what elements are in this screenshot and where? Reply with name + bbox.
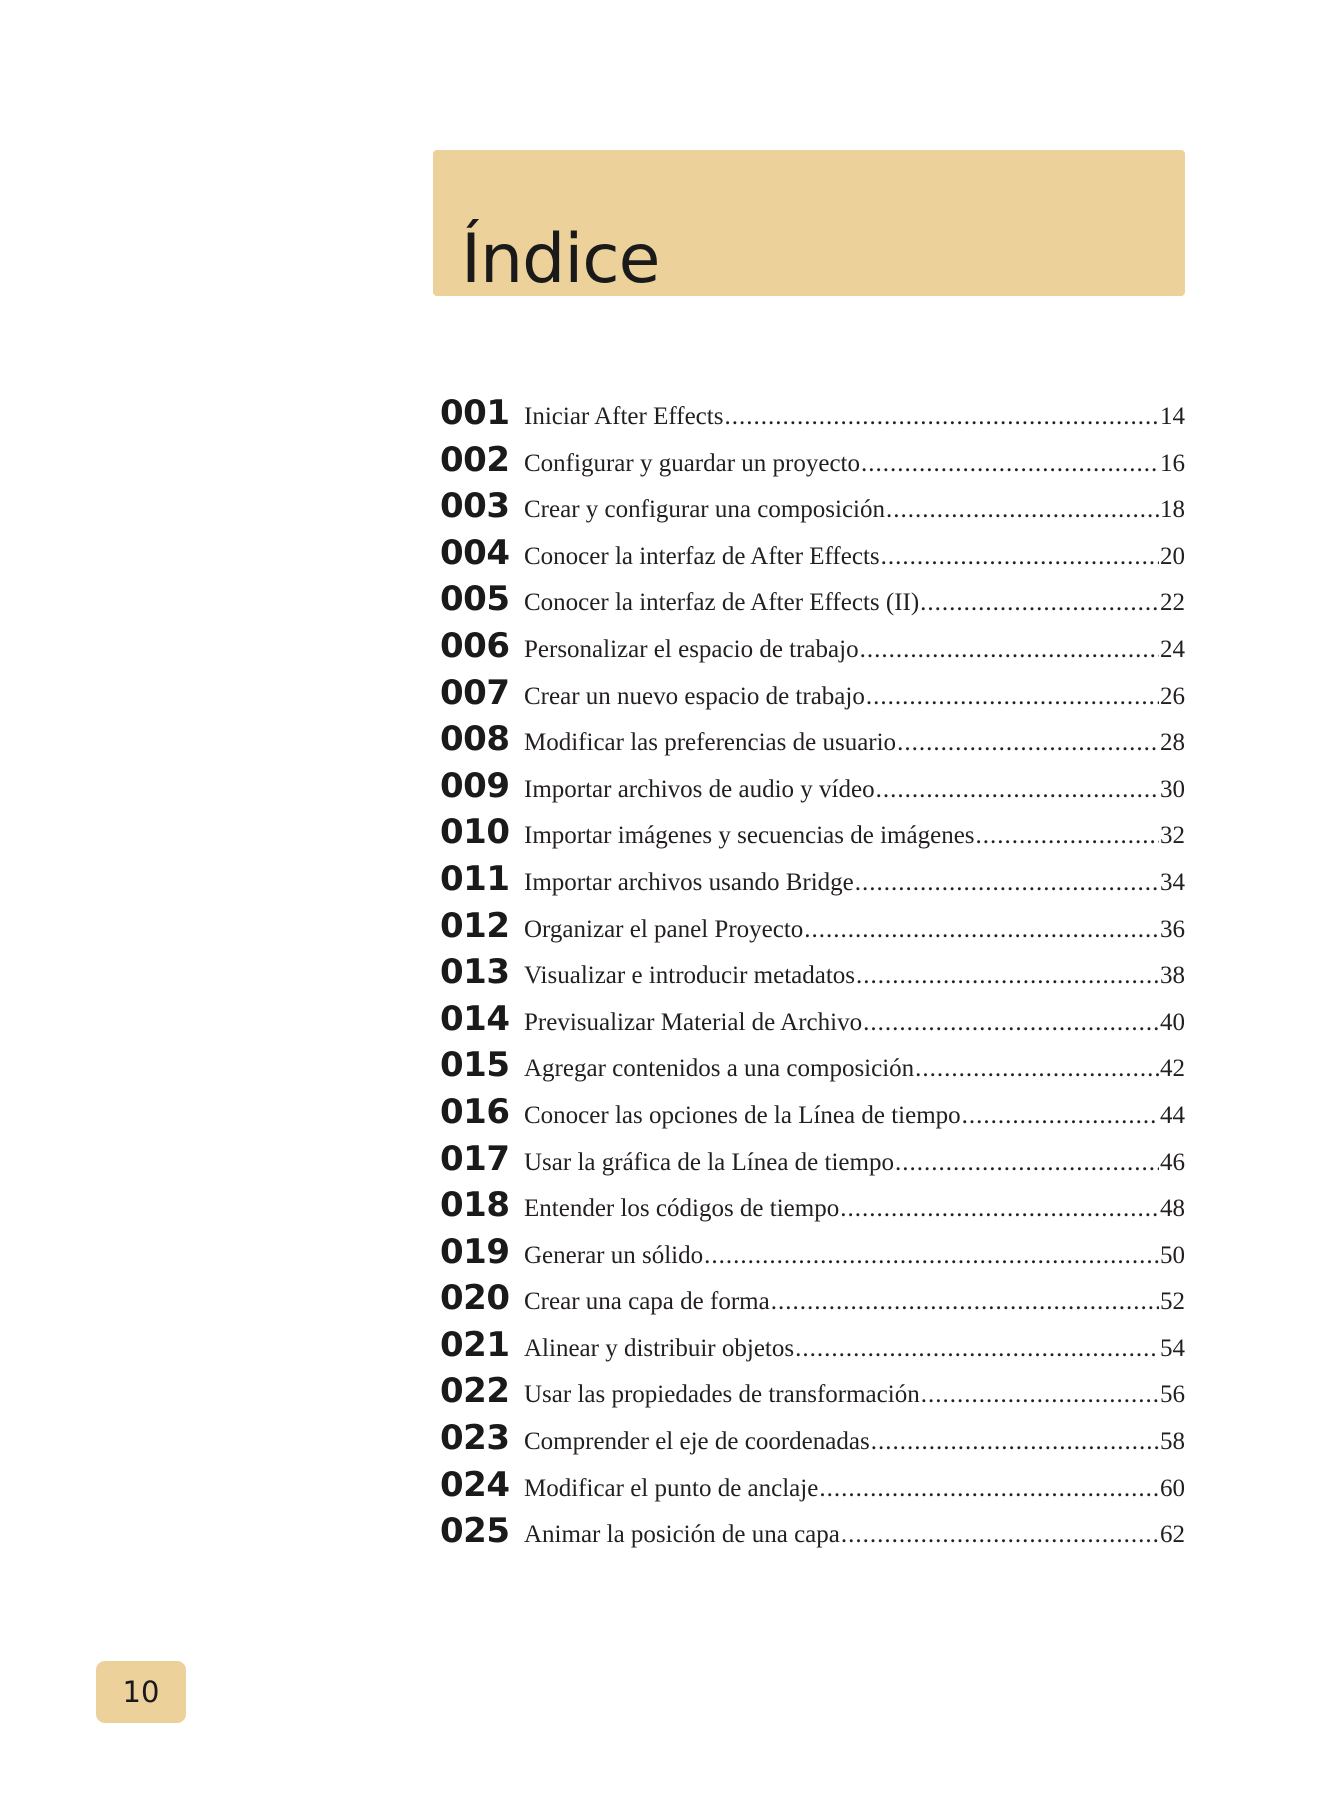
toc-dot-leader <box>819 1475 1159 1503</box>
toc-dot-leader <box>920 589 1159 617</box>
toc-entry-number: 006 <box>440 625 510 666</box>
toc-entry-title: Visualizar e introducir metadatos <box>524 962 856 990</box>
toc-entry-number: 016 <box>440 1091 510 1132</box>
toc-entry-title: Crear una capa de forma <box>524 1288 770 1316</box>
toc-entry-title: Conocer la interfaz de After Effects (II) <box>524 589 920 617</box>
toc-dot-leader <box>860 636 1159 664</box>
toc-entry[interactable] <box>440 719 1185 766</box>
toc-dot-leader <box>866 683 1159 711</box>
toc-entry-title: Configurar y guardar un proyecto <box>524 449 860 477</box>
toc-dot-leader <box>804 916 1159 944</box>
toc-entry-number: 023 <box>440 1418 510 1459</box>
toc-entry-page: 44 <box>1160 1101 1185 1129</box>
toc-entry-title: Modificar las preferencias de usuario <box>524 729 897 757</box>
toc-entry-page: 38 <box>1160 962 1185 990</box>
title-banner <box>433 150 1185 299</box>
toc-entry-title: Previsualizar Material de Archivo <box>524 1008 863 1036</box>
toc-entry-number: 017 <box>440 1138 510 1179</box>
toc-entry[interactable] <box>440 1278 1185 1325</box>
toc-dot-leader <box>841 1521 1159 1549</box>
toc-entry-title: Usar las propiedades de transformación <box>524 1381 920 1409</box>
toc-dot-leader <box>921 1381 1159 1409</box>
toc-entry-page: 62 <box>1160 1521 1185 1549</box>
toc-entry-page: 54 <box>1160 1334 1185 1362</box>
toc-entry-number: 002 <box>440 439 510 480</box>
toc-entry-number: 005 <box>440 579 510 620</box>
toc-entry-title: Importar imágenes y secuencias de imágenes <box>524 822 975 850</box>
toc-entry-number: 012 <box>440 905 510 946</box>
toc-entry[interactable] <box>440 812 1185 859</box>
toc-entry-page: 56 <box>1160 1381 1185 1409</box>
toc-entry[interactable] <box>440 533 1185 580</box>
toc-entry-title: Organizar el panel Proyecto <box>524 915 804 943</box>
toc-entry-page: 16 <box>1160 449 1185 477</box>
toc-entry-page: 52 <box>1160 1288 1185 1316</box>
toc-entry-page: 14 <box>1160 403 1185 430</box>
toc-dot-leader <box>704 1242 1159 1270</box>
toc-entry-number: 007 <box>440 672 510 713</box>
page-number-badge <box>96 1661 186 1723</box>
toc-entry[interactable] <box>440 952 1185 999</box>
toc-entry-title: Comprender el eje de coordenadas <box>524 1428 870 1456</box>
toc-entry-page: 24 <box>1160 635 1185 663</box>
toc-entry-title: Alinear y distribuir objetos <box>524 1334 795 1362</box>
toc-dot-leader <box>771 1288 1159 1316</box>
toc-entry-page: 34 <box>1160 868 1185 896</box>
toc-entry-number: 022 <box>440 1371 510 1412</box>
toc-entry-title: Usar la gráfica de la Línea de tiempo <box>524 1148 894 1176</box>
toc-entry-number: 021 <box>440 1324 510 1365</box>
toc-entry[interactable] <box>440 1465 1185 1512</box>
toc-entry-number: 001 <box>440 393 510 433</box>
toc-entry-title: Agregar contenidos a una composición <box>524 1055 915 1083</box>
toc-entry-title: Animar la posición de una capa <box>524 1521 840 1549</box>
toc-entry-title: Personalizar el espacio de trabajo <box>524 635 859 663</box>
toc-entry[interactable] <box>440 859 1185 906</box>
toc-entry-title: Importar archivos de audio y vídeo <box>524 775 875 803</box>
toc-entry-page: 22 <box>1160 589 1185 617</box>
page-title: Índice <box>461 220 660 299</box>
toc-dot-leader <box>915 1055 1159 1083</box>
toc-entry[interactable] <box>440 1232 1185 1279</box>
toc-entry[interactable] <box>440 393 1185 440</box>
toc-entry[interactable] <box>440 1092 1185 1139</box>
toc-entry[interactable] <box>440 486 1185 533</box>
toc-entry[interactable] <box>440 1045 1185 1092</box>
toc-entry-page: 18 <box>1160 496 1185 524</box>
toc-entry-title: Conocer las opciones de la Línea de tiempo <box>524 1101 961 1129</box>
toc-entry[interactable] <box>440 440 1185 487</box>
page-number: 10 <box>122 1675 160 1709</box>
toc-entry[interactable] <box>440 1325 1185 1372</box>
toc-entry[interactable] <box>440 1185 1185 1232</box>
toc-entry-title: Importar archivos usando Bridge <box>524 868 854 896</box>
toc-entry-number: 018 <box>440 1185 510 1226</box>
toc-entry[interactable] <box>440 579 1185 626</box>
table-of-contents <box>440 393 1185 1558</box>
toc-entry-number: 015 <box>440 1045 510 1086</box>
toc-entry-title: Crear y configurar una composición <box>524 496 885 524</box>
toc-entry-page: 28 <box>1160 729 1185 757</box>
toc-dot-leader <box>861 450 1159 478</box>
toc-entry-page: 48 <box>1160 1195 1185 1223</box>
toc-dot-leader <box>856 962 1159 990</box>
toc-entry[interactable] <box>440 1511 1185 1558</box>
toc-entry[interactable] <box>440 766 1185 813</box>
toc-dot-leader <box>962 1102 1159 1130</box>
toc-entry-number: 010 <box>440 812 510 853</box>
toc-entry[interactable] <box>440 1418 1185 1465</box>
toc-entry[interactable] <box>440 1139 1185 1186</box>
toc-entry-number: 024 <box>440 1464 510 1505</box>
toc-entry-title: Modificar el punto de anclaje <box>524 1474 819 1502</box>
toc-dot-leader <box>855 869 1159 897</box>
toc-entry-page: 30 <box>1160 775 1185 803</box>
toc-dot-leader <box>876 776 1159 804</box>
toc-entry-page: 36 <box>1160 915 1185 943</box>
toc-dot-leader <box>886 496 1159 524</box>
toc-entry-page: 26 <box>1160 682 1185 710</box>
toc-entry-title: Generar un sólido <box>524 1241 704 1269</box>
toc-entry-title: Iniciar After Effects <box>524 403 724 430</box>
toc-entry-page: 32 <box>1160 822 1185 850</box>
toc-entry-number: 020 <box>440 1278 510 1319</box>
toc-entry-page: 58 <box>1160 1428 1185 1456</box>
toc-entry-number: 003 <box>440 486 510 527</box>
toc-entry-number: 009 <box>440 765 510 806</box>
toc-dot-leader <box>871 1428 1159 1456</box>
toc-entry-page: 60 <box>1160 1474 1185 1502</box>
toc-dot-leader <box>895 1149 1159 1177</box>
toc-entry[interactable] <box>440 999 1185 1046</box>
toc-dot-leader <box>724 403 1159 431</box>
toc-entry-number: 008 <box>440 719 510 760</box>
toc-entry-number: 025 <box>440 1511 510 1552</box>
toc-entry-page: 40 <box>1160 1008 1185 1036</box>
toc-entry[interactable] <box>440 673 1185 720</box>
toc-dot-leader <box>840 1195 1159 1223</box>
toc-entry-page: 46 <box>1160 1148 1185 1176</box>
toc-dot-leader <box>863 1009 1159 1037</box>
toc-entry-title: Crear un nuevo espacio de trabajo <box>524 682 865 710</box>
toc-dot-leader <box>897 729 1159 757</box>
toc-entry-page: 50 <box>1160 1241 1185 1269</box>
toc-dot-leader <box>795 1335 1159 1363</box>
toc-entry-number: 019 <box>440 1231 510 1272</box>
toc-entry-page: 42 <box>1160 1055 1185 1083</box>
toc-entry-number: 011 <box>440 858 510 899</box>
toc-entry-number: 014 <box>440 998 510 1039</box>
toc-dot-leader <box>976 822 1159 850</box>
toc-dot-leader <box>881 543 1159 571</box>
toc-entry[interactable] <box>440 626 1185 673</box>
toc-entry-page: 20 <box>1160 542 1185 570</box>
toc-entry-title: Entender los códigos de tiempo <box>524 1195 840 1223</box>
toc-entry-number: 004 <box>440 532 510 573</box>
toc-entry[interactable] <box>440 906 1185 953</box>
toc-entry-title: Conocer la interfaz de After Effects <box>524 542 880 570</box>
toc-entry-number: 013 <box>440 952 510 993</box>
toc-entry[interactable] <box>440 1371 1185 1418</box>
